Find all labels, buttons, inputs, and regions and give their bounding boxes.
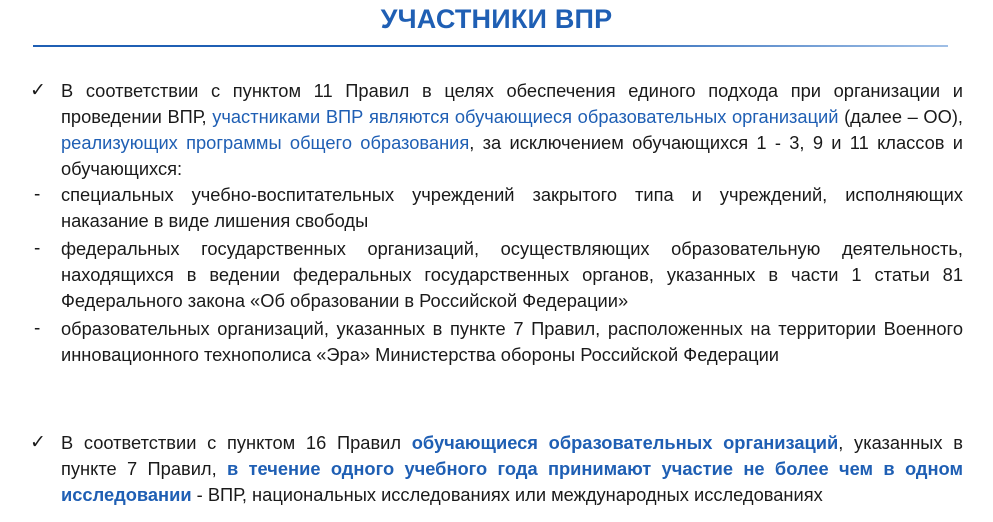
highlight-students: обучающиеся образовательных организаций	[411, 432, 839, 453]
highlight-programs: реализующих программы общего образования	[61, 132, 470, 153]
text-segment: - ВПР, национальных исследованиях или международных исследованиях	[191, 484, 823, 505]
highlight-participants: участниками ВПР являются обучающиеся образовательных организаций	[212, 106, 839, 127]
dash-item-text: специальных учебно-воспитательных учреждений закрытого типа и учреждений, исполняющих наказание в виде лишения свободы	[61, 184, 963, 231]
dash-item-text: федеральных государственных организаций, осуществляющих образовательную деятельность, находящихся в ведении федеральных государственных органов, указанных в части 1 статьи 81 Федерального закона «Об образовании в Российской Федерации»	[61, 238, 963, 311]
page-title: УЧАСТНИКИ ВПР	[380, 4, 613, 34]
text-segment: В соответствии с пунктом 11 Правил в целях обеспечения единого подхода при организации и проведении ВПР,	[61, 80, 963, 127]
dash-marker: -	[34, 318, 41, 339]
text-segment: , за исключением обучающихся 1 - 3, 9 и 11 классов и обучающихся:	[61, 132, 963, 179]
dash-marker: -	[34, 184, 41, 205]
text-segment: , указанных в пункте 7 Правил,	[61, 432, 963, 479]
bullet-text-rule-11	[61, 78, 963, 182]
highlight-one-study: в течение одного учебного года принимают участие не более чем в одном исследовании	[61, 458, 963, 505]
title-underline	[33, 45, 948, 47]
bullet-text-rule-16	[61, 430, 963, 508]
checkmark-icon: ✓	[30, 80, 46, 101]
text-segment: (далее – ОО),	[838, 106, 963, 127]
dash-item-text: образовательных организаций, указанных в пункте 7 Правил, расположенных на территории Военного инновационного технополиса «Эра» Министерства обороны Российской Федерации	[61, 318, 963, 365]
checkmark-icon: ✓	[30, 432, 46, 453]
dash-marker: -	[34, 238, 41, 259]
text-segment: В соответствии с пунктом 16 Правил	[61, 432, 412, 453]
